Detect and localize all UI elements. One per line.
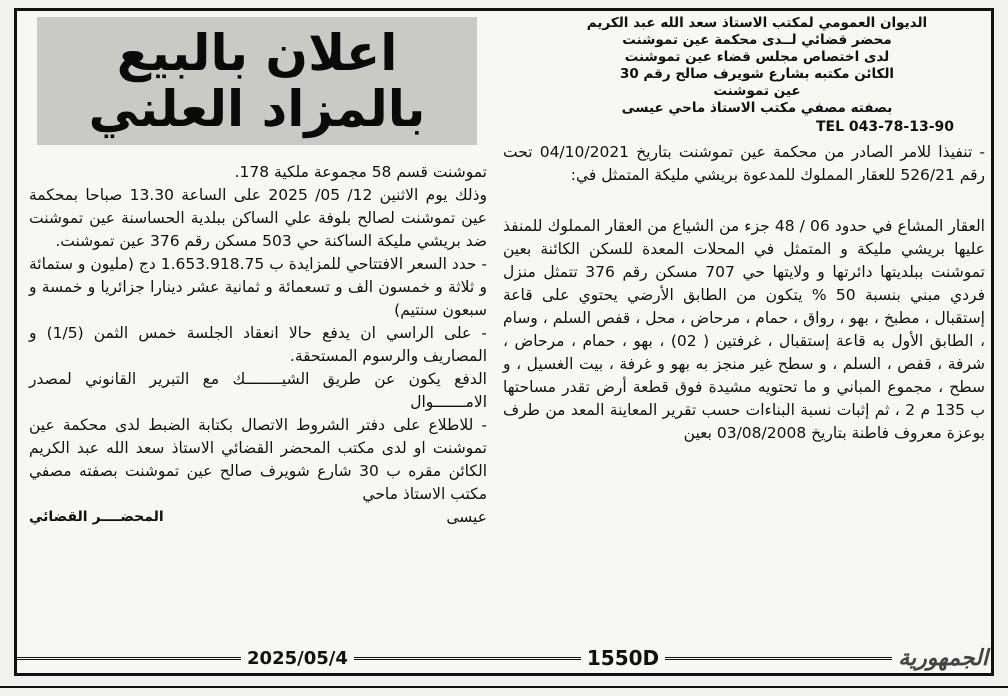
header-line: محضر قضائي لــدى محكمة عين تموشنت xyxy=(622,32,892,48)
property-description-paragraph: العقار المشاع في حدود 06 / 48 جزء من الشياع من العقار المملوك للمنفذ عليها بريشي مليكة و المتمثل في المحلات المعدة للسكن الكائنة بعين تموشنت ببلديتها دائرتها و ولايتها حي 707 مسكن رقم 376 تتمثل منزل فردي مبني بنسبة 50 % يتكون من الطابق الأرضي يحتوي على قاعة إستقبال ، مطبخ ، بهو ، رواق ، حمام ، مرحاض ، محل ، قفص السلم ، وسام ، الطابق الأول به قاعة إستقبال ، غرفتين ( 02) ، بهو ، حمام ، مرحاض ، شرفة ، قفص ، السلم ، و سطح غير منجز به بهو و غرفة ، بيت الغسيل ، و سطح ، مجموع المباني و ما تحتويه مشيدة فوق قطعة أرض تقدر مساحتها ب 135 م 2 ، ثم إثبات نسبة البناءات حسب تقرير المعاينة المعد من طرف بوعزة معروف فاطنة بتاريخ 03/08/2008 بعين xyxy=(503,217,986,442)
title-line-2: بالمزاد العلني xyxy=(88,80,426,138)
auction-date-paragraph: وذلك يوم الاثنين 12/ 05/ 2025 على الساعة 13.30 صباحا بمحكمة عين تموشنت لصالح بلوفة علي الساكن ببلدية الحساسنة عين تموشنت ضد بريشي مليكة الساكنة حي 503 مسكن رقم 376 عين تموشنت. xyxy=(29,186,488,250)
telephone-number: TEL 043-78-13-90 xyxy=(815,119,954,135)
footer-rule xyxy=(665,657,892,660)
cheque-payment-paragraph: الدفع يكون عن طريق الشيــــــــك مع التبرير القانوني لمصدر الامـــــــوال xyxy=(29,370,487,411)
newspaper-logo: الجمهورية xyxy=(898,645,988,671)
header-line: لدى اختصاص مجلس قضاء عين تموشنت xyxy=(624,49,890,65)
opening-price-paragraph: - حدد السعر الافتتاحي للمزايدة ب 1.653.918.75 دج (مليون و ستمائة و ثلاثة و خمسون الف و تسعمائة و ثمانية عشر دينارا جزائريا و خمسة و سبعون سنتيم) xyxy=(29,255,487,319)
header-line: الكائن مكتبه بشارع شويرف صالح رقم 30 xyxy=(619,66,895,82)
footer-rule xyxy=(14,657,241,660)
footer-rule xyxy=(354,657,581,660)
bailiff-signature: المحضــــر القضائي xyxy=(29,509,164,525)
auction-announcement xyxy=(14,8,994,676)
title-box xyxy=(37,17,477,145)
execution-order-paragraph: - تنفيذا للامر الصادر من محكمة عين تموشنت بتاريخ 04/10/2021 تحت رقم 526/21 للعقار المملوك للمدعوة بريشي مليكة المتمثل في: xyxy=(503,143,986,184)
conditions-paragraph: - للاطلاع على دفتر الشروط الاتصال بكتابة الضبط لدى محكمة عين تموشنت او لدى مكتب المحضر القضائي الاستاذ سعد الله عبد الكريم الكائن مقره ب 30 شارع شويرف صالح عين تموشنت بصفته مصفي مكتب الاستاذ ماحي xyxy=(29,416,487,503)
payment-terms-paragraph: - على الراسي ان يدفع حالا انعقاد الجلسة خمس الثمن (1/5) و المصاريف والرسوم المستحقة. xyxy=(29,324,487,365)
next-ad-border xyxy=(0,686,1008,696)
header-line: عين تموشنت xyxy=(713,83,801,99)
ad-code: 1550D xyxy=(586,646,660,670)
left-column xyxy=(29,161,487,529)
bailiff-header xyxy=(547,15,967,117)
header-line: بصفته مصفي مكتب الاستاذ ماحي عيسى xyxy=(621,100,893,116)
closing-word: عيسى xyxy=(446,508,487,526)
land-registry-paragraph: تموشنت قسم 58 مجموعة ملكية 178. xyxy=(234,163,487,181)
publication-date: 2025/05/4 xyxy=(247,647,348,669)
title-line-1: اعلان بالبيع xyxy=(116,24,398,82)
newspaper-footer xyxy=(14,640,994,676)
right-column xyxy=(503,15,985,445)
closing-line xyxy=(29,506,487,529)
header-line: الديوان العمومي لمكتب الاستاذ سعد الله عبد الكريم xyxy=(586,15,928,31)
